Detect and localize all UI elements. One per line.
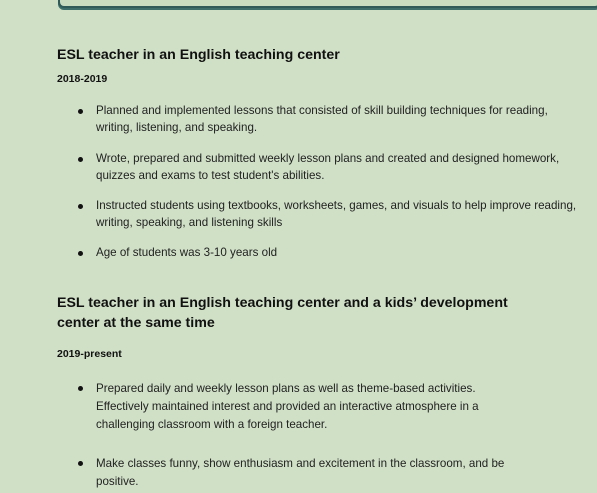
job-responsibilities-list bbox=[57, 103, 577, 262]
job-responsibilities-list bbox=[57, 380, 527, 491]
job-title: ESL teacher in an English teaching center and a kids’ development center at the same time bbox=[57, 295, 508, 331]
job-responsibilities-2 bbox=[57, 380, 527, 491]
list-item-text: Wrote, prepared and submitted weekly lesson plans and created and designed homework, quizzes and exams to test student's abilities. bbox=[96, 152, 560, 182]
bullet-icon bbox=[78, 251, 83, 256]
bullet-icon bbox=[78, 461, 83, 466]
list-item bbox=[57, 455, 527, 491]
job-entry-1 bbox=[57, 46, 577, 262]
list-item-text: Prepared daily and weekly lesson plans as well as theme-based activities. Effectively maintained interest and provided an interactive atmosphere in a challenging classroom with a foreign teacher. bbox=[96, 382, 479, 431]
job-period: 2018-2019 bbox=[57, 73, 108, 85]
list-item-text: Instructed students using textbooks, worksheets, games, and visuals to help improve reading, writing, speaking, and listening skills bbox=[96, 199, 577, 229]
list-item bbox=[57, 198, 577, 231]
list-item-text: Age of students was 3-10 years old bbox=[96, 246, 278, 259]
list-item-text: Planned and implemented lessons that consisted of skill building techniques for reading, writing, listening, and speaking. bbox=[96, 104, 548, 134]
list-item bbox=[57, 380, 527, 434]
bullet-icon bbox=[78, 157, 83, 162]
list-item-text: Make classes funny, show enthusiasm and excitement in the classroom, and be positive. bbox=[96, 457, 505, 488]
list-item bbox=[57, 245, 577, 262]
bullet-icon bbox=[78, 386, 83, 391]
list-item bbox=[57, 103, 577, 136]
job-entry-2 bbox=[57, 294, 547, 361]
header-frame-border bbox=[58, 0, 597, 8]
list-item bbox=[57, 151, 577, 184]
bullet-icon bbox=[78, 109, 83, 114]
bullet-icon bbox=[78, 204, 83, 209]
job-period: 2019-present bbox=[57, 348, 122, 360]
job-title: ESL teacher in an English teaching center bbox=[57, 47, 340, 63]
